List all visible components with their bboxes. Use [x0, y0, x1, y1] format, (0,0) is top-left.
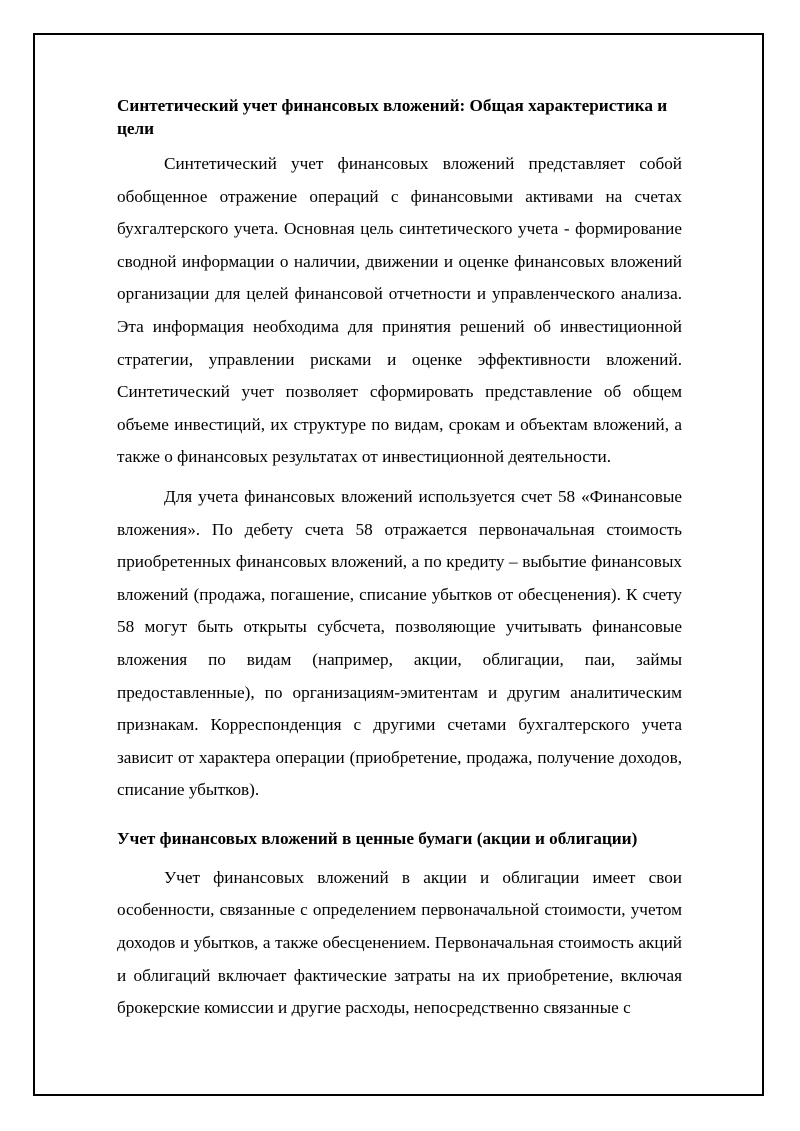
section-heading-securities: Учет финансовых вложений в ценные бумаги (акции и облигации) [117, 828, 638, 848]
section-heading-synthetic-accounting: Синтетический учет финансовых вложений: Общая характеристика и цели [117, 96, 668, 138]
page-frame [33, 33, 764, 1096]
paragraph-securities-accounting: Учет финансовых вложений в акции и облигации имеет свои особенности, связанные с определением первоначальной стоимости, учетом доходов и убытков, а также обесценением. Первоначальная стоимость акций и облигаций включает фактические затраты на их приобретение, включая брокерские комиссии и другие расходы, непосредственно связанные с [117, 867, 682, 1018]
paragraph-synthetic-accounting-overview: Синтетический учет финансовых вложений представляет собой обобщенное отражение операций с финансовыми активами на счетах бухгалтерского учета. Основная цель синтетического учета - формирование сводной информации о наличии, движении и оценке финансовых вложений организации для целей финансовой отчетности и управленческого анализа. Эта информация необходима для принятия решений об инвестиционной стратегии, управлении рисками и оценке эффективности вложений. Синтетический учет позволяет сформировать представление об общем объеме инвестиций, их структуре по видам, срокам и объектам вложений, а также о финансовых результатах от инвестиционной деятельности. [117, 154, 682, 467]
paragraph-account-58: Для учета финансовых вложений используется счет 58 «Финансовые вложения». По дебету счета 58 отражается первоначальная стоимость приобретенных финансовых вложений, а по кредиту – выбытие финансовых вложений (продажа, погашение, списание убытков от обесценения). К счету 58 могут быть открыты субсчета, позволяющие учитывать финансовые вложения по видам (например, акции, облигации, паи, займы предоставленные), по организациям-эмитентам и другим аналитическим признакам. Корреспонденция с другими счетами бухгалтерского учета зависит от характера операции (приобретение, продажа, получение доходов, списание убытков). [117, 486, 682, 800]
document-body [117, 94, 682, 1032]
